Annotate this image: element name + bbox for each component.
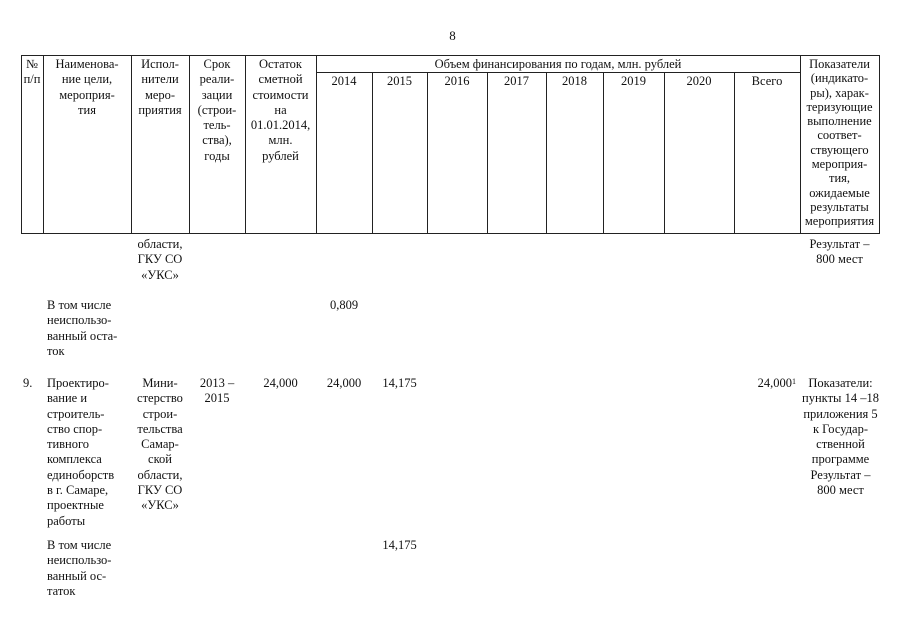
row-9-name-line: работы: [47, 513, 86, 528]
row-9-indicators: [800, 376, 881, 498]
col-line-14: [879, 55, 880, 234]
header-year-2015: 2015: [387, 74, 412, 88]
row-9-exec-line: «УКС»: [141, 498, 179, 513]
header-year-2018: 2018: [562, 74, 587, 88]
header-year-2019: 2019: [621, 74, 646, 88]
header-col-indicators-line: ствующего: [810, 142, 869, 157]
subrow-2-name-line: неиспользо-: [47, 553, 112, 568]
subrow-1-name-line: ванный оста-: [47, 328, 118, 343]
continued-exec-line: «УКС»: [141, 267, 179, 282]
header-col-balance-line: рублей: [262, 148, 299, 163]
row-9-indicators-line: пункты 14 –18: [802, 391, 879, 406]
row-9-name-line: единоборств: [47, 467, 115, 482]
header-col-name: [43, 57, 131, 118]
header-col-indicators-line: мероприятия: [804, 214, 875, 229]
row-9-balance: 24,000: [263, 376, 298, 390]
row-9-exec-line: области,: [137, 467, 183, 482]
header-col-term-line: ства),: [202, 133, 232, 148]
row-9-exec-line: Мини-: [142, 376, 178, 390]
row-9-name-line: комплекса: [47, 452, 102, 467]
header-year-2016: 2016: [444, 74, 470, 88]
header-col-indicators: [800, 57, 879, 229]
col-line-6: [372, 72, 373, 234]
subrow-2-name-line: ванный ос-: [47, 568, 107, 583]
header-col-indicators-line: результаты: [810, 199, 869, 214]
header-col-term-line: тель-: [203, 118, 231, 133]
row-9-name-line: в г. Самаре,: [47, 483, 109, 498]
col-line-9: [546, 72, 547, 234]
row-9-name: [47, 376, 131, 529]
row-9-indicators-line: Показатели:: [808, 376, 873, 390]
header-col-balance-line: Остаток: [258, 57, 303, 71]
header-col-executors-line: нители: [141, 72, 179, 87]
row-9-value-2015: 14,175: [382, 376, 417, 390]
continued-exec-line: области,: [137, 237, 183, 251]
col-line-10: [603, 72, 604, 234]
row-9-name-line: проектные: [47, 498, 104, 513]
continued-indicators-line: Результат –: [809, 237, 870, 251]
header-col-indicators-line: соответ-: [817, 128, 862, 143]
continued-row-executors: [131, 237, 189, 283]
row-9-exec-line: строи-: [142, 406, 178, 421]
header-col-indicators-line: ры), харак-: [810, 85, 869, 100]
header-col-indicators-line: (индикато-: [810, 71, 869, 86]
continued-row-indicators: [800, 237, 879, 268]
header-year-2014: 2014: [331, 74, 357, 88]
header-col-balance: [245, 57, 316, 164]
header-col-term-line: зации: [201, 87, 233, 102]
header-year-2017: 2017: [504, 74, 529, 88]
subrow-2-name-line: таток: [47, 583, 76, 598]
header-col-executors-line: Испол-: [141, 57, 179, 71]
row-9-value-2014: 24,000: [326, 376, 362, 390]
row-9-executors: [131, 376, 189, 514]
row-9-exec-line: Самар-: [141, 437, 179, 452]
continued-indicators-line: 800 мест: [816, 252, 863, 267]
header-col-term-line: реали-: [199, 72, 235, 87]
table-top-border: [21, 55, 879, 56]
page-number: 8: [449, 28, 456, 43]
header-bottom-border: [21, 233, 879, 234]
header-col-indicators-line: ожидаемые: [809, 185, 870, 200]
subrow-1-name-line: неиспользо-: [47, 313, 112, 328]
row-9-name-line: тивного: [47, 437, 90, 452]
subrow-1-value-2014: 0,809: [329, 298, 359, 312]
row-9-name-line: Проектиро-: [47, 376, 109, 390]
header-col-balance-line: на: [274, 102, 287, 117]
row-9-total-value: 24,000: [757, 376, 792, 390]
row-9-exec-line: ГКУ СО: [137, 483, 183, 498]
row-9-term-line: 2013 –: [199, 376, 235, 390]
header-col-balance-line: сметной: [258, 72, 303, 87]
header-col-executors-line: меро-: [144, 87, 176, 102]
header-year-2020: 2020: [686, 74, 712, 88]
continued-exec-line: ГКУ СО: [137, 252, 183, 267]
col-line-7: [427, 72, 428, 234]
header-col-term-line: Срок: [203, 57, 231, 71]
header-col-indicators-line: выполнение: [807, 114, 872, 129]
header-funding-title: Объем финансирования по годам, млн. рублей: [434, 57, 682, 71]
row-9-name-line: ство спор-: [47, 421, 103, 436]
header-col-balance-line: млн.: [268, 133, 293, 148]
header-col-balance-line: стоимости: [252, 87, 309, 102]
row-9-indicators-line: 800 мест: [817, 483, 864, 498]
header-col-balance-line: 01.01.2014,: [250, 118, 311, 133]
row-9-exec-line: ской: [148, 452, 172, 467]
header-col-indicators-line: теризующие: [806, 99, 873, 114]
row-9-name-line: вание и: [47, 391, 88, 406]
subrow-2-name: [47, 538, 131, 599]
header-col-executors-line: приятия: [138, 102, 182, 117]
row-9-exec-line: тельства: [137, 421, 183, 436]
row-9-indicators-line: ственной: [816, 437, 865, 452]
subrow-1-name: [47, 298, 131, 359]
row-9-total-footnote: 1: [792, 377, 796, 386]
row-9-indicators-line: приложения 5: [803, 406, 878, 421]
header-col-executors: [131, 57, 189, 118]
subrow-2-value-2015: 14,175: [382, 538, 417, 552]
header-col-name-line: мероприя-: [59, 87, 115, 102]
header-col-indicators-line: тия,: [828, 171, 851, 186]
row-9-indicators-line: Результат –: [810, 467, 871, 482]
col-line-11: [664, 72, 665, 234]
row-9-number: 9.: [23, 376, 33, 390]
subrow-1-name-line: В том числе: [47, 298, 112, 312]
subrow-2-name-line: В том числе: [47, 538, 112, 552]
header-col-indicators-line: Показатели: [809, 57, 870, 71]
header-col-name-line: тия: [78, 102, 96, 117]
row-9-exec-line: стерство: [137, 391, 183, 406]
row-9-term-line: 2015: [204, 391, 230, 406]
row-9-term: [189, 376, 245, 407]
col-line-8: [487, 72, 488, 234]
header-total: Всего: [751, 74, 783, 88]
row-9-indicators-line: программе: [811, 452, 870, 467]
header-col-term-line: годы: [204, 148, 230, 163]
subrow-1-name-line: ток: [47, 343, 65, 358]
header-col-term: [189, 57, 245, 164]
row-9-total: [734, 376, 796, 391]
header-col-indicators-line: мероприя-: [811, 157, 868, 172]
row-9-indicators-line: к Государ-: [812, 421, 869, 436]
header-col-number: № п/п: [23, 57, 41, 87]
header-col-name-line: ние цели,: [61, 72, 113, 87]
header-col-term-line: (строи-: [197, 102, 237, 117]
row-9-name-line: строитель-: [47, 406, 105, 421]
header-col-name-line: Наименова-: [55, 57, 119, 71]
col-line-12: [734, 72, 735, 234]
